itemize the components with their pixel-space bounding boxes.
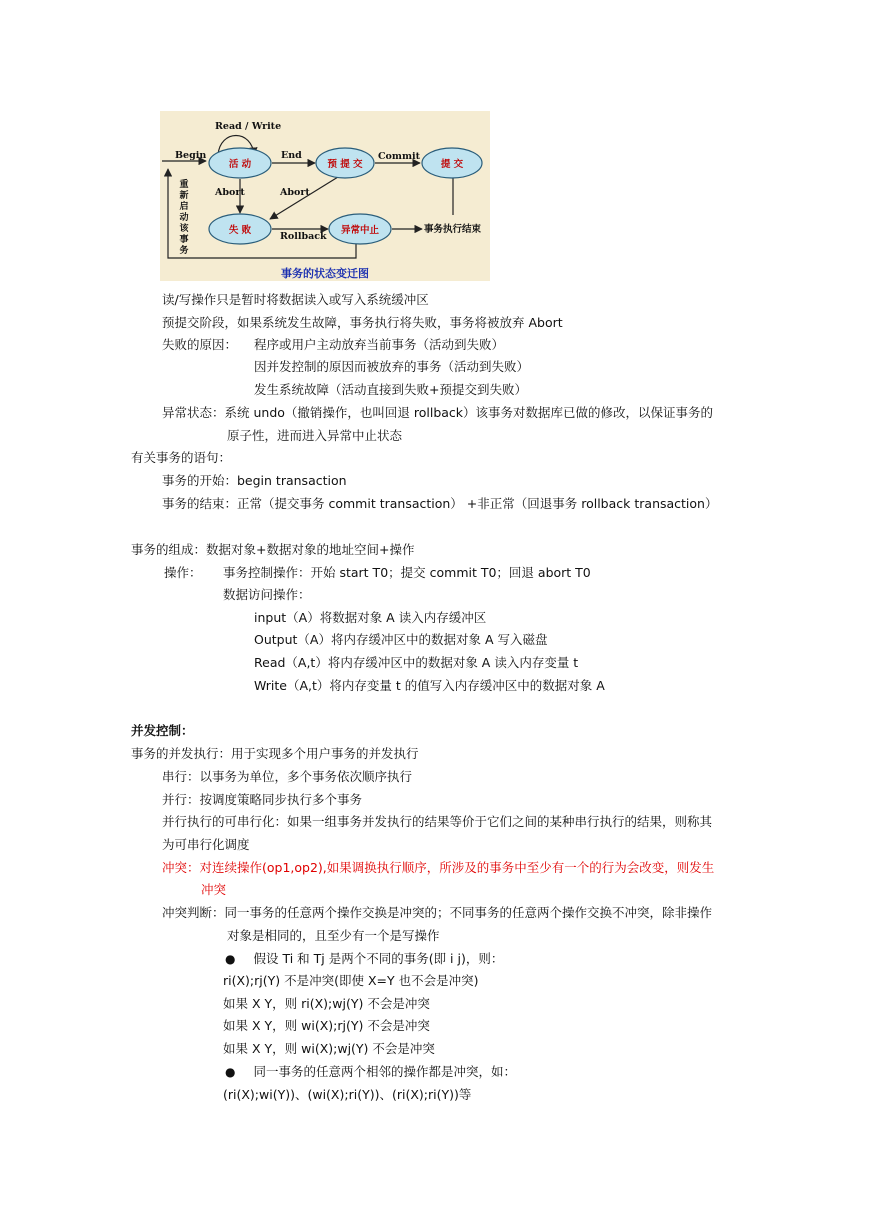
text-line: input（A）将数据对象 A 读入内存缓冲区 [254,610,487,625]
state-diagram [160,111,490,281]
restart-char: 该 [179,224,189,234]
text-line: 读/写操作只是暂时将数据读入或写入系统缓冲区 [162,292,429,307]
state-active-label: 活 动 [228,159,252,170]
text-line: ri(X);rj(Y) 不是冲突(即使 X=Y 也不会是冲突) [223,973,479,988]
text-line: 有关事务的语句： [131,450,232,465]
label-end: End [281,150,302,161]
text-line: 数据访问操作： [223,587,311,602]
conflict-definition: 冲突：对连续操作(op1,op2),如果调换执行顺序，所涉及的事务中至少有一个的行为会改变，则发生 [162,860,715,875]
text-line: 事务的并发执行：用于实现多个用户事务的并发执行 [131,746,419,761]
state-commit-label: 提 交 [440,159,464,170]
restart-char: 启 [179,202,189,212]
text-line: 并行执行的可串行化：如果一组事务并发执行的结果等价于它们之间的某种串行执行的结果，则称其 [162,814,713,829]
text-line: 为可串行化调度 [162,837,250,852]
text-line: 冲突判断：同一事务的任意两个操作交换是冲突的；不同事务的任意两个操作交换不冲突，除非操作 [162,905,713,920]
label-abort-2: Abort [280,187,310,198]
state-fail-label: 失 败 [228,225,252,236]
text-line: Read（A,t）将内存缓冲区中的数据对象 A 读入内存变量 t [254,655,579,670]
label-commit: Commit [378,151,420,162]
section-heading: 并发控制： [131,723,194,738]
text-line: 事务控制操作：开始 start T0；提交 commit T0；回退 abort T0 [223,565,591,580]
text-line: 如果 X Y，则 ri(X);wj(Y) 不会是冲突 [223,996,430,1011]
text-line: (ri(X);wi(Y))、(wi(X);ri(Y))、(ri(X);ri(Y))等 [223,1087,472,1102]
bullet-icon: ● [225,952,236,966]
restart-path [168,169,356,258]
state-abort-label: 异常中止 [340,225,380,236]
text-line: 并行：按调度策略同步执行多个事务 [162,792,363,807]
bullet-text: 同一事务的任意两个相邻的操作都是冲突，如： [253,1064,516,1079]
text-line: 异常状态：系统 undo（撤销操作，也叫回退 rollback）该事务对数据库已做的修改，以保证事务的 [162,405,714,420]
text-line: 操作： [164,565,202,580]
restart-char: 事 [179,235,189,245]
state-transition-figure [160,111,490,281]
state-precommit-label: 预 提 交 [327,159,363,170]
restart-char: 务 [179,246,189,256]
text-line: 程序或用户主动放弃当前事务（活动到失败） [254,337,505,352]
label-begin: Begin [175,150,207,161]
restart-char: 动 [179,213,189,223]
text-line: 事务的开始：begin transaction [162,473,347,488]
text-line: 如果 X Y，则 wi(X);rj(Y) 不会是冲突 [223,1018,430,1033]
text-line: 失败的原因： [162,337,238,352]
bullet-icon: ● [225,1065,236,1079]
bullet-item [225,951,503,967]
text-line: Write（A,t）将内存变量 t 的值写入内存缓冲区中的数据对象 A [254,678,605,693]
label-abort-1: Abort [215,187,245,198]
bullet-text: 假设 Ti 和 Tj 是两个不同的事务(即 i j)，则： [253,951,504,966]
text-line: 发生系统故障（活动直接到失败+预提交到失败） [254,382,527,397]
text-line: 如果 X Y，则 wi(X);wj(Y) 不会是冲突 [223,1041,435,1056]
abort-arrow-2 [270,177,338,219]
text-line: 原子性，进而进入异常中止状态 [227,428,403,443]
label-rollback: Rollback [280,231,327,242]
text-line: 因并发控制的原因而被放弃的事务（活动到失败） [254,359,530,374]
text-line: Output（A）将内存缓冲区中的数据对象 A 写入磁盘 [254,632,548,647]
text-line: 对象是相同的，且至少有一个是写操作 [227,928,440,943]
text-line: 串行：以事务为单位，多个事务依次顺序执行 [162,769,413,784]
label-read-write: Read / Write [215,121,282,132]
bullet-item [225,1064,516,1080]
text-line: 预提交阶段，如果系统发生故障，事务执行将失败，事务将被放弃 Abort [162,315,563,330]
text-line: 事务的结束：正常（提交事务 commit transaction） +非正常（回退事务 rollback transaction） [162,496,718,511]
restart-char: 新 [179,191,189,201]
restart-char: 重 [179,180,189,190]
text-line: 事务的组成：数据对象+数据对象的地址空间+操作 [131,542,415,557]
conflict-definition-cont: 冲突 [201,882,227,897]
label-finish: 事务执行结束 [424,224,482,235]
figure-caption: 事务的状态变迁图 [281,267,369,280]
